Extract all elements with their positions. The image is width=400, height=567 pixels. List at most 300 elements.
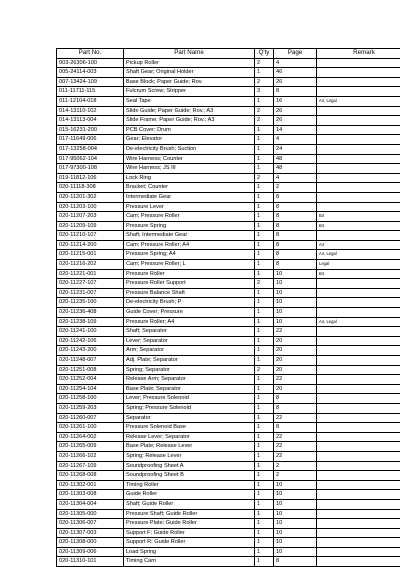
table-row xyxy=(57,451,400,461)
part-no-cell: 020-11251-008 xyxy=(57,365,124,375)
qty-cell: 1 xyxy=(255,154,274,164)
part-name-cell: Pressure Spring; A4 xyxy=(124,250,255,260)
remark-cell xyxy=(317,346,400,356)
part-name-cell: Pressure Balance Shaft xyxy=(124,288,255,298)
table-row xyxy=(57,144,400,154)
part-name-cell: Pressure Lever xyxy=(124,202,255,212)
table-row xyxy=(57,509,400,519)
qty-cell: 1 xyxy=(255,384,274,394)
part-name-cell: Pressure Roller xyxy=(124,269,255,279)
part-name-cell: Base Plate; Separator xyxy=(124,384,255,394)
part-no-cell: 011-12104-018 xyxy=(57,96,124,106)
page-cell: 48 xyxy=(274,164,317,174)
part-no-cell: 020-11242-106 xyxy=(57,336,124,346)
table-row xyxy=(57,528,400,538)
part-no-cell: 020-11236-408 xyxy=(57,308,124,318)
table-row xyxy=(57,87,400,97)
remark-cell xyxy=(317,288,400,298)
table-row xyxy=(57,317,400,327)
qty-cell: 2 xyxy=(255,279,274,289)
remark-cell xyxy=(317,192,400,202)
part-no-cell: 020-11238-109 xyxy=(57,317,124,327)
qty-cell: 1 xyxy=(255,231,274,241)
table-row xyxy=(57,192,400,202)
page-cell: 8 xyxy=(274,231,317,241)
qty-cell: 2 xyxy=(255,365,274,375)
remark-cell xyxy=(317,365,400,375)
page-cell: 8 xyxy=(274,240,317,250)
page-cell: 10 xyxy=(274,288,317,298)
part-no-cell: 020-11266-102 xyxy=(57,451,124,461)
page-cell: 8 xyxy=(274,557,317,567)
page-cell: 10 xyxy=(274,519,317,529)
part-name-cell: Gear; Elevator xyxy=(124,135,255,145)
part-no-cell: 017-95062-104 xyxy=(57,154,124,164)
page-cell: 10 xyxy=(274,279,317,289)
qty-cell: 1 xyxy=(255,442,274,452)
page-cell: 22 xyxy=(274,451,317,461)
qty-cell: 2 xyxy=(255,58,274,68)
page-cell: 24 xyxy=(274,144,317,154)
table-row xyxy=(57,106,400,116)
table-row xyxy=(57,202,400,212)
part-no-cell: 020-11306-007 xyxy=(57,519,124,529)
qty-cell: 1 xyxy=(255,317,274,327)
remark-cell xyxy=(317,231,400,241)
qty-cell: 1 xyxy=(255,288,274,298)
remark-cell xyxy=(317,336,400,346)
table-row xyxy=(57,221,400,231)
part-name-cell: Shaft; Intermediate Gear xyxy=(124,231,255,241)
remark-cell: B4 xyxy=(317,212,400,222)
part-name-cell: Slide Frame; Paper Guide; Rov.; A3 xyxy=(124,116,255,126)
remark-cell xyxy=(317,279,400,289)
part-no-cell: 019-11812-106 xyxy=(57,173,124,183)
part-name-cell: Fulcrum Screw; Stripper xyxy=(124,87,255,97)
part-name-cell: Release Lever; Separator xyxy=(124,432,255,442)
part-no-cell: 020-11264-002 xyxy=(57,432,124,442)
qty-cell: 1 xyxy=(255,250,274,260)
page-cell: 10 xyxy=(274,480,317,490)
header-remark: Remark xyxy=(317,49,400,59)
page-cell: 10 xyxy=(274,308,317,318)
part-name-cell: Support R; Guide Roller xyxy=(124,538,255,548)
remark-cell xyxy=(317,490,400,500)
qty-cell: 1 xyxy=(255,96,274,106)
table-row xyxy=(57,557,400,567)
header-part-name: Part Name xyxy=(124,49,255,59)
part-no-cell: 020-11268-008 xyxy=(57,471,124,481)
part-name-cell: Wire Harness; Counter xyxy=(124,154,255,164)
qty-cell: 1 xyxy=(255,471,274,481)
part-no-cell: 014-13113-004 xyxy=(57,116,124,126)
page-cell: 26 xyxy=(274,116,317,126)
parts-list-table xyxy=(56,48,400,567)
table-header-row xyxy=(57,49,400,59)
part-no-cell: 020-11216-202 xyxy=(57,260,124,270)
table-row xyxy=(57,183,400,193)
remark-cell xyxy=(317,135,400,145)
qty-cell: 2 xyxy=(255,106,274,116)
qty-cell: 1 xyxy=(255,509,274,519)
page-cell: 20 xyxy=(274,384,317,394)
page-cell: 16 xyxy=(274,96,317,106)
part-no-cell: 020-11243-200 xyxy=(57,346,124,356)
part-no-cell: 007-13424-109 xyxy=(57,77,124,87)
table-row xyxy=(57,58,400,68)
table-row xyxy=(57,116,400,126)
part-name-cell: Wire Harness; JS III xyxy=(124,164,255,174)
remark-cell xyxy=(317,403,400,413)
remark-cell xyxy=(317,471,400,481)
part-no-cell: 005-24114-003 xyxy=(57,68,124,78)
table-row xyxy=(57,250,400,260)
qty-cell: 2 xyxy=(255,77,274,87)
page-cell: 20 xyxy=(274,365,317,375)
page-cell: 4 xyxy=(274,58,317,68)
part-no-cell: 020-11215-001 xyxy=(57,250,124,260)
remark-cell xyxy=(317,528,400,538)
part-no-cell: 020-11302-001 xyxy=(57,480,124,490)
part-name-cell: Intermediate Gear xyxy=(124,192,255,202)
part-name-cell: Adj. Plate; Separator xyxy=(124,356,255,366)
table-body xyxy=(57,58,400,566)
qty-cell: 1 xyxy=(255,202,274,212)
page-cell: 14 xyxy=(274,125,317,135)
part-name-cell: Guide Roller xyxy=(124,490,255,500)
part-no-cell: 020-11118-308 xyxy=(57,183,124,193)
table-row xyxy=(57,432,400,442)
qty-cell: 1 xyxy=(255,221,274,231)
part-no-cell: 020-11265-009 xyxy=(57,442,124,452)
table-row xyxy=(57,365,400,375)
qty-cell: 1 xyxy=(255,423,274,433)
qty-cell: 1 xyxy=(255,192,274,202)
qty-cell: 2 xyxy=(255,173,274,183)
table-row xyxy=(57,461,400,471)
table-row xyxy=(57,346,400,356)
page-cell: 8 xyxy=(274,212,317,222)
page-cell: 4 xyxy=(274,173,317,183)
qty-cell: 1 xyxy=(255,356,274,366)
qty-cell: 1 xyxy=(255,144,274,154)
qty-cell: 1 xyxy=(255,461,274,471)
part-no-cell: 015-16231-200 xyxy=(57,125,124,135)
qty-cell: 1 xyxy=(255,183,274,193)
qty-cell: 1 xyxy=(255,499,274,509)
part-name-cell: Arm; Separator xyxy=(124,346,255,356)
part-no-cell: 020-11259-203 xyxy=(57,403,124,413)
page-cell: 20 xyxy=(274,346,317,356)
part-name-cell: Lever; Pressure Solenoid xyxy=(124,394,255,404)
qty-cell: 1 xyxy=(255,346,274,356)
page-cell: 8 xyxy=(274,394,317,404)
remark-cell xyxy=(317,144,400,154)
remark-cell xyxy=(317,547,400,557)
part-no-cell: 020-11252-004 xyxy=(57,375,124,385)
header-part-no: Part No. xyxy=(57,49,124,59)
table-row xyxy=(57,336,400,346)
page-cell: 22 xyxy=(274,413,317,423)
part-name-cell: Pressure Roller Support xyxy=(124,279,255,289)
part-no-cell: 020-11267-109 xyxy=(57,461,124,471)
qty-cell: 1 xyxy=(255,557,274,567)
qty-cell: 1 xyxy=(255,327,274,337)
part-no-cell: 020-11227-107 xyxy=(57,279,124,289)
table-row xyxy=(57,538,400,548)
qty-cell: 1 xyxy=(255,260,274,270)
part-no-cell: 020-11310-101 xyxy=(57,557,124,567)
part-no-cell: 020-11209-109 xyxy=(57,221,124,231)
page-cell: 26 xyxy=(274,106,317,116)
remark-cell xyxy=(317,202,400,212)
table-row xyxy=(57,298,400,308)
part-no-cell: 017-11649-006 xyxy=(57,135,124,145)
table-row xyxy=(57,77,400,87)
remark-cell xyxy=(317,432,400,442)
part-name-cell: Bracket; Counter xyxy=(124,183,255,193)
qty-cell: 1 xyxy=(255,490,274,500)
page-cell: 10 xyxy=(274,509,317,519)
part-name-cell: Load Spring xyxy=(124,547,255,557)
qty-cell: 1 xyxy=(255,403,274,413)
part-name-cell: Pressure Spring xyxy=(124,221,255,231)
part-no-cell: 020-11214-200 xyxy=(57,240,124,250)
table-row xyxy=(57,96,400,106)
page-cell: 8 xyxy=(274,250,317,260)
table-row xyxy=(57,212,400,222)
remark-cell xyxy=(317,557,400,567)
qty-cell: 1 xyxy=(255,212,274,222)
page-cell: 8 xyxy=(274,423,317,433)
remark-cell xyxy=(317,125,400,135)
table-row xyxy=(57,423,400,433)
table-row xyxy=(57,125,400,135)
remark-cell xyxy=(317,480,400,490)
table-row xyxy=(57,154,400,164)
remark-cell xyxy=(317,327,400,337)
remark-cell xyxy=(317,77,400,87)
page-cell: 10 xyxy=(274,499,317,509)
table-row xyxy=(57,356,400,366)
part-name-cell: PCB Cover; Drum xyxy=(124,125,255,135)
page-cell: 10 xyxy=(274,298,317,308)
table-row xyxy=(57,480,400,490)
qty-cell: 1 xyxy=(255,164,274,174)
remark-cell xyxy=(317,394,400,404)
part-name-cell: Base Plate; Release Lever xyxy=(124,442,255,452)
remark-cell xyxy=(317,499,400,509)
table-row xyxy=(57,490,400,500)
remark-cell xyxy=(317,461,400,471)
page-cell: 22 xyxy=(274,327,317,337)
table-row xyxy=(57,384,400,394)
remark-cell: A4 xyxy=(317,240,400,250)
remark-cell xyxy=(317,451,400,461)
qty-cell: 1 xyxy=(255,538,274,548)
table-row xyxy=(57,308,400,318)
page-cell: 26 xyxy=(274,77,317,87)
remark-cell xyxy=(317,308,400,318)
qty-cell: 1 xyxy=(255,135,274,145)
page-cell: 8 xyxy=(274,221,317,231)
part-no-cell: 003-26306-100 xyxy=(57,58,124,68)
table-row xyxy=(57,173,400,183)
part-name-cell: Support F; Guide Roller xyxy=(124,528,255,538)
part-no-cell: 020-11261-100 xyxy=(57,423,124,433)
part-name-cell: De-electricity Brush; P xyxy=(124,298,255,308)
part-name-cell: Soundproofing Sheet B xyxy=(124,471,255,481)
table-row xyxy=(57,327,400,337)
table-row xyxy=(57,231,400,241)
part-name-cell: Pressure Shaft; Guide Roller xyxy=(124,509,255,519)
page-cell: 10 xyxy=(274,490,317,500)
table-row xyxy=(57,413,400,423)
table-row xyxy=(57,442,400,452)
page-cell: 10 xyxy=(274,269,317,279)
remark-cell xyxy=(317,298,400,308)
remark-cell xyxy=(317,58,400,68)
part-no-cell: 020-11210-107 xyxy=(57,231,124,241)
remark-cell: A4, Legal xyxy=(317,250,400,260)
part-no-cell: 020-11304-004 xyxy=(57,499,124,509)
qty-cell: 1 xyxy=(255,413,274,423)
part-name-cell: Pressure Solenoid Base xyxy=(124,423,255,433)
part-no-cell: 017-97300-108 xyxy=(57,164,124,174)
part-name-cell: Base Block; Paper Guide; Rov. xyxy=(124,77,255,87)
part-no-cell: 020-11254-104 xyxy=(57,384,124,394)
page-cell: 8 xyxy=(274,87,317,97)
page-cell: 48 xyxy=(274,154,317,164)
page-cell: 46 xyxy=(274,68,317,78)
table-row xyxy=(57,260,400,270)
table-row xyxy=(57,240,400,250)
part-name-cell: Slide Guide; Paper Guide; Rov.; A3 xyxy=(124,106,255,116)
part-name-cell: Shaft Gear; Original Holder xyxy=(124,68,255,78)
remark-cell xyxy=(317,106,400,116)
remark-cell xyxy=(317,173,400,183)
qty-cell: 1 xyxy=(255,480,274,490)
part-name-cell: Shaft; Guide Roller xyxy=(124,499,255,509)
part-name-cell: Spring; Release Lever xyxy=(124,451,255,461)
qty-cell: 1 xyxy=(255,336,274,346)
remark-cell xyxy=(317,375,400,385)
table-row xyxy=(57,68,400,78)
table-row xyxy=(57,499,400,509)
part-name-cell: Release Arm; Separator xyxy=(124,375,255,385)
part-name-cell: Spring; Pressure Solenoid xyxy=(124,403,255,413)
part-no-cell: 020-11307-003 xyxy=(57,528,124,538)
remark-cell xyxy=(317,413,400,423)
qty-cell: 2 xyxy=(255,116,274,126)
table-row xyxy=(57,403,400,413)
part-name-cell: Seal Tape xyxy=(124,96,255,106)
remark-cell: B4 xyxy=(317,221,400,231)
part-no-cell: 020-11221-001 xyxy=(57,269,124,279)
page-cell: 22 xyxy=(274,442,317,452)
qty-cell: 1 xyxy=(255,269,274,279)
remark-cell: A4, Legal xyxy=(317,317,400,327)
remark-cell xyxy=(317,183,400,193)
part-no-cell: 020-11258-100 xyxy=(57,394,124,404)
table-row xyxy=(57,519,400,529)
part-name-cell: Lever; Separator xyxy=(124,336,255,346)
page-cell: 20 xyxy=(274,336,317,346)
remark-cell: B4 xyxy=(317,269,400,279)
remark-cell: Legal xyxy=(317,260,400,270)
qty-cell: 1 xyxy=(255,432,274,442)
part-name-cell: Cam; Pressure Roller; L xyxy=(124,260,255,270)
page-cell: 8 xyxy=(274,403,317,413)
table-row xyxy=(57,288,400,298)
part-no-cell: 020-11305-000 xyxy=(57,509,124,519)
remark-cell xyxy=(317,423,400,433)
page-cell: 10 xyxy=(274,528,317,538)
qty-cell: 1 xyxy=(255,519,274,529)
part-name-cell: Shaft; Separator xyxy=(124,327,255,337)
page-cell: 2 xyxy=(274,471,317,481)
table-row xyxy=(57,135,400,145)
qty-cell: 1 xyxy=(255,394,274,404)
part-name-cell: Spring; Separator xyxy=(124,365,255,375)
remark-cell xyxy=(317,538,400,548)
table-row xyxy=(57,375,400,385)
part-no-cell: 011-11711-115 xyxy=(57,87,124,97)
part-no-cell: 020-11241-100 xyxy=(57,327,124,337)
page-cell: 20 xyxy=(274,356,317,366)
part-name-cell: De-electricity Brush; Suction xyxy=(124,144,255,154)
page-cell: 22 xyxy=(274,375,317,385)
part-name-cell: Pickup Roller xyxy=(124,58,255,68)
part-no-cell: 020-11308-000 xyxy=(57,538,124,548)
part-name-cell: Soundproofing Sheet A xyxy=(124,461,255,471)
page-cell: 8 xyxy=(274,192,317,202)
part-no-cell: 020-11207-203 xyxy=(57,212,124,222)
qty-cell: 1 xyxy=(255,308,274,318)
remark-cell xyxy=(317,384,400,394)
part-no-cell: 020-11303-008 xyxy=(57,490,124,500)
table-row xyxy=(57,471,400,481)
page-cell: 2 xyxy=(274,461,317,471)
part-name-cell: Cam; Pressure Roller xyxy=(124,212,255,222)
qty-cell: 1 xyxy=(255,240,274,250)
part-no-cell: 017-13258-004 xyxy=(57,144,124,154)
page-cell: 22 xyxy=(274,432,317,442)
part-name-cell: Guide Cover; Pressure xyxy=(124,308,255,318)
page-cell: 8 xyxy=(274,260,317,270)
remark-cell xyxy=(317,116,400,126)
page-cell: 10 xyxy=(274,538,317,548)
part-no-cell: 020-11248-007 xyxy=(57,356,124,366)
part-name-cell: Timing Cam xyxy=(124,557,255,567)
page-cell: 8 xyxy=(274,202,317,212)
part-no-cell: 014-13110-102 xyxy=(57,106,124,116)
remark-cell xyxy=(317,87,400,97)
remark-cell xyxy=(317,154,400,164)
header-page: Page xyxy=(274,49,317,59)
part-no-cell: 020-11235-100 xyxy=(57,298,124,308)
remark-cell xyxy=(317,509,400,519)
qty-cell: 1 xyxy=(255,68,274,78)
part-no-cell: 020-11203-100 xyxy=(57,202,124,212)
header-qty: Q'ty xyxy=(255,49,274,59)
qty-cell: 3 xyxy=(255,87,274,97)
part-name-cell: Lock Ring xyxy=(124,173,255,183)
remark-cell xyxy=(317,68,400,78)
table-row xyxy=(57,164,400,174)
part-name-cell: Timing Roller xyxy=(124,480,255,490)
part-name-cell: Cam; Pressure Roller; A4 xyxy=(124,240,255,250)
